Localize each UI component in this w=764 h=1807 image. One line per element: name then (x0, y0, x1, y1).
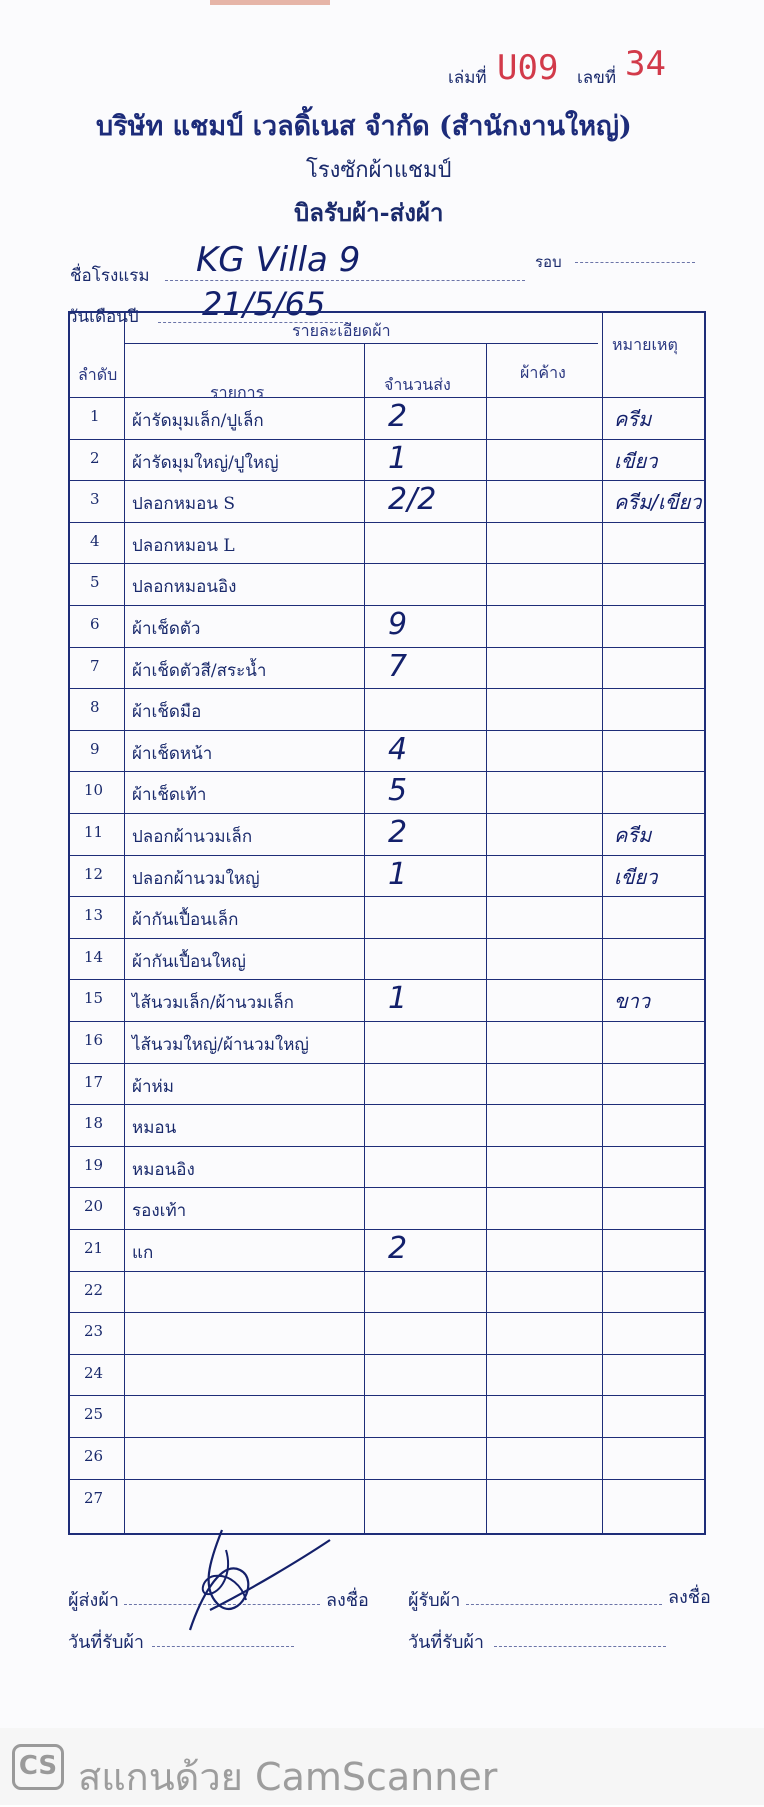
row-number: 12 (84, 864, 104, 883)
row-number: 5 (90, 573, 100, 592)
row-send-qty: 9 (388, 607, 408, 642)
row-item: ผ้ากันเปื้อนใหญ่ (132, 951, 246, 972)
company-name: บริษัท แชมป์ เวลดิ้เนส จำกัด (สำนักงานใหญ่) (96, 111, 632, 142)
row-item: ปลอกหมอนอิง (132, 577, 237, 598)
camscanner-logo: CS (12, 1744, 64, 1790)
row-item: ปลอกผ้านวมเล็ก (132, 827, 253, 847)
camscanner-footer (0, 1728, 764, 1805)
row-divider (70, 1104, 704, 1105)
row-divider (70, 938, 704, 939)
row-note: ครีม (614, 823, 652, 847)
row-number: 8 (90, 698, 100, 717)
hotel-value: KG Villa 9 (196, 240, 361, 280)
row-item: หมอนอิง (132, 1159, 195, 1180)
row-divider (70, 397, 704, 398)
row-number: 20 (84, 1197, 104, 1216)
row-item: ผ้าเช็ดตัว (132, 619, 201, 639)
header-no: ลำดับ (78, 365, 118, 384)
row-divider (70, 688, 704, 689)
row-note: ขาว (614, 989, 651, 1014)
round-label: รอบ (535, 253, 562, 271)
row-divider (70, 522, 704, 523)
row-divider (70, 1187, 704, 1188)
row-divider (70, 771, 704, 772)
receiver-sign-label: ลงชื่อ (668, 1587, 711, 1608)
header-item: รายการ (210, 383, 265, 402)
row-divider (70, 1479, 704, 1480)
round-line (575, 262, 695, 263)
row-number: 13 (84, 906, 104, 925)
date-label: วันเดือนปี (68, 307, 139, 327)
row-number: 9 (90, 739, 100, 758)
row-item: ปลอกหมอน L (132, 535, 235, 556)
row-note: เขียว (614, 448, 658, 473)
book-number: U09 (497, 48, 559, 88)
send-date-line (152, 1646, 294, 1647)
row-divider (70, 896, 704, 897)
row-divider (70, 480, 704, 481)
row-item: ผ้าห่ม (132, 1076, 174, 1097)
book-label: เล่มที่ (448, 68, 487, 88)
row-item: ปลอกหมอน S (132, 494, 236, 515)
signature-scribble (180, 1520, 340, 1640)
row-item: ผ้าเช็ดมือ (132, 702, 202, 723)
send-date-label: วันที่รับผ้า (68, 1632, 145, 1653)
row-send-qty: 2/2 (388, 482, 437, 518)
row-send-qty: 4 (388, 731, 408, 767)
row-divider (70, 1021, 704, 1022)
hotel-label: ชื่อโรงแรม (70, 266, 150, 286)
row-divider (70, 1146, 704, 1147)
row-item: ปลอกผ้านวมใหญ่ (132, 868, 260, 889)
row-number: 14 (84, 947, 104, 966)
row-number: 15 (84, 989, 104, 1008)
row-item: ผ้ารัดมุมเล็ก/ปูเล็ก (132, 411, 264, 431)
row-note: ครีม/เขียว (614, 490, 702, 515)
header-pending: ผ้าค้าง (520, 363, 566, 382)
row-number: 11 (84, 823, 104, 841)
row-send-qty: 2 (388, 815, 408, 850)
row-send-qty: 2 (388, 1231, 408, 1266)
row-divider (70, 1271, 704, 1272)
row-number: 25 (84, 1405, 104, 1424)
col-divider (124, 313, 125, 1533)
row-number: 16 (84, 1031, 104, 1049)
row-divider (70, 439, 704, 440)
row-number: 23 (84, 1322, 104, 1341)
row-divider (70, 647, 704, 648)
receiver-line (466, 1604, 662, 1605)
row-item: ผ้าเช็ดตัวสี/สระน้ำ (132, 660, 267, 681)
sender-label: ผู้ส่งผ้า (68, 1590, 119, 1611)
row-number: 3 (90, 490, 100, 509)
row-send-qty: 1 (388, 440, 408, 476)
row-send-qty: 7 (388, 648, 408, 684)
row-number: 17 (84, 1072, 104, 1091)
row-divider (70, 1312, 704, 1313)
row-number: 21 (84, 1239, 104, 1257)
row-note: ครีม (614, 407, 652, 431)
row-number: 7 (90, 656, 100, 675)
department-name: โรงซักผ้าแชมป์ (306, 158, 452, 183)
row-number: 6 (90, 615, 100, 633)
sender-sign-label: ลงชื่อ (326, 1590, 369, 1611)
row-item: ไส้นวมใหญ่/ผ้านวมใหญ่ (132, 1035, 309, 1055)
row-send-qty: 2 (388, 399, 408, 434)
row-number: 27 (84, 1488, 104, 1507)
recv-date-line (494, 1646, 666, 1647)
row-divider (70, 605, 704, 606)
receiver-label: ผู้รับผ้า (408, 1590, 461, 1611)
row-number: 4 (90, 531, 100, 550)
row-number: 22 (84, 1280, 104, 1299)
row-divider (70, 855, 704, 856)
row-item: ผ้าเช็ดเท้า (132, 785, 207, 806)
row-divider (70, 1354, 704, 1355)
row-number: 24 (84, 1363, 104, 1382)
row-send-qty: 1 (388, 981, 408, 1017)
col-divider (602, 313, 603, 1533)
row-send-qty: 5 (388, 773, 408, 809)
row-item: ไส้นวมเล็ก/ผ้านวมเล็ก (132, 993, 294, 1014)
row-divider (70, 813, 704, 814)
linen-table (68, 311, 706, 1535)
row-divider (70, 1395, 704, 1396)
row-item: ผ้ารัดมุมใหญ่/ปูใหญ่ (132, 452, 279, 473)
hotel-line (165, 280, 525, 281)
row-number: 2 (90, 448, 100, 467)
row-number: 1 (90, 407, 100, 425)
bill-number: 34 (625, 44, 666, 84)
bill-title: บิลรับผ้า-ส่งผ้า (294, 198, 444, 227)
row-divider (70, 1063, 704, 1064)
row-divider (70, 1229, 704, 1230)
row-divider (70, 979, 704, 980)
row-number: 18 (84, 1114, 104, 1133)
header-note: หมายเหตุ (612, 335, 678, 354)
row-item: หมอน (132, 1118, 177, 1139)
date-value: 21/5/65 (202, 285, 326, 323)
camscanner-text: สแกนด้วย CamScanner (78, 1755, 498, 1799)
row-number: 26 (84, 1447, 104, 1465)
row-divider (70, 563, 704, 564)
row-item: แก (132, 1243, 154, 1263)
row-item: ผ้าเช็ดหน้า (132, 743, 213, 764)
row-number: 19 (84, 1155, 104, 1174)
header-group: รายละเอียดผ้า (292, 321, 391, 340)
row-divider (70, 730, 704, 731)
row-item: รองเท้า (132, 1201, 187, 1222)
row-number: 10 (84, 781, 104, 800)
header-send: จำนวนส่ง (384, 375, 451, 394)
row-divider (70, 1437, 704, 1438)
row-send-qty: 1 (388, 856, 408, 892)
recv-date-label: วันที่รับผ้า (408, 1632, 485, 1653)
number-label: เลขที่ (577, 68, 617, 88)
row-note: เขียว (614, 864, 658, 889)
paper-edge-strip (210, 0, 330, 5)
row-item: ผ้ากันเปื้อนเล็ก (132, 910, 239, 931)
